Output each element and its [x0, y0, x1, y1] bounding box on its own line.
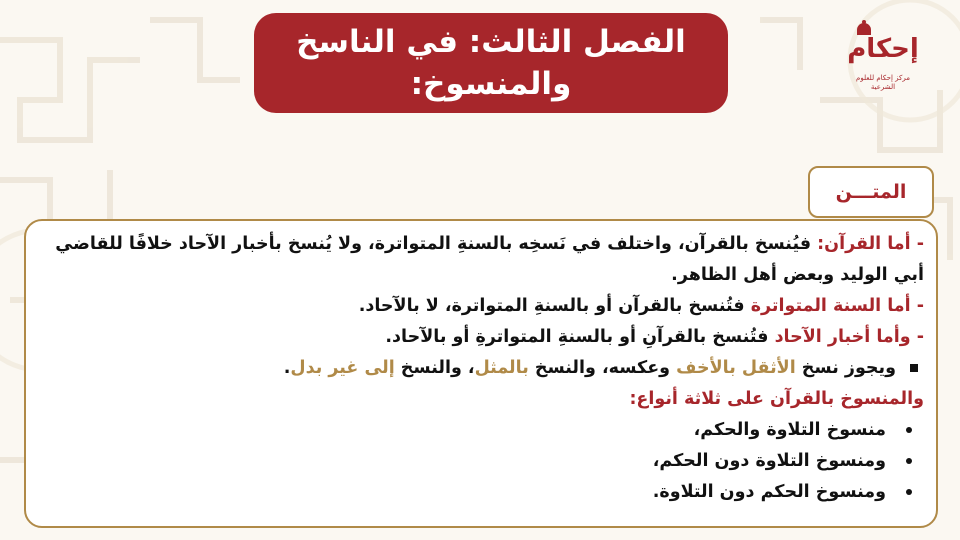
- paragraph-quran-text: فيُنسخ بالقرآن، واختلف في نَسخِه بالسنةِ المتواترة، ولا يُنسخ بأخبار الآحاد خلافًا للقاضي أبي الوليد وبعض أهل الظاهر.: [55, 234, 924, 285]
- dot-bullet-icon: [906, 489, 912, 495]
- paragraph-mutawatir-text: فتُنسخ بالقرآن أو بالسنةِ المتواترة، لا بالآحاد.: [358, 296, 751, 316]
- paragraph-ahad: [40, 322, 924, 353]
- ihkam-logo: [843, 20, 923, 96]
- naskh-text-1: ويجوز نسخ: [795, 358, 896, 378]
- naskh-highlight-3: إلى غير بدل: [290, 358, 395, 378]
- naskh-text-4: .: [283, 358, 291, 378]
- logo-subtitle: مركز إحكام للعلوم الشرعية: [856, 74, 910, 91]
- naskh-highlight-1: الأثقل بالأخف: [676, 358, 796, 378]
- paragraph-ahad-text: فتُنسخ بالقرآنِ أو بالسنةِ المتواترةِ أو بالآحاد.: [385, 327, 775, 347]
- paragraph-ahad-label: - وأما أخبار الآحاد: [774, 327, 924, 347]
- list-item-text: ومنسوخ الحكم دون التلاوة.: [652, 482, 886, 502]
- naskh-highlight-2: بالمثل: [474, 358, 529, 378]
- square-bullet-icon: [910, 364, 918, 372]
- dot-bullet-icon: [906, 427, 912, 433]
- list-item-text: منسوخ التلاوة والحكم،: [693, 420, 886, 440]
- logo-finial-icon: [862, 20, 866, 24]
- logo-name: إحكام: [847, 34, 919, 64]
- section-label: المتـــن: [835, 181, 907, 203]
- list-item-text: ومنسوخ التلاوة دون الحكم،: [652, 451, 886, 471]
- naskh-text-2: وعكسه، والنسخ: [528, 358, 677, 378]
- section-label-box: [808, 166, 934, 218]
- naskh-text-3: ، والنسخ: [394, 358, 475, 378]
- list-item: [40, 477, 924, 508]
- dot-bullet-icon: [906, 458, 912, 464]
- paragraph-naskh-types: [40, 353, 924, 384]
- paragraph-mutawatir: [40, 291, 924, 322]
- paragraph-quran-label: - أما القرآن:: [817, 234, 924, 254]
- paragraph-mutawatir-label: - أما السنة المتواترة: [750, 296, 924, 316]
- list-item: [40, 415, 924, 446]
- mansukh-heading: والمنسوخ بالقرآن على ثلاثة أنواع:: [629, 389, 924, 409]
- list-item: [40, 446, 924, 477]
- chapter-title: الفصل الثالث: في الناسخ والمنسوخ:: [296, 24, 686, 102]
- paragraph-quran: [40, 229, 924, 291]
- chapter-title-banner: [254, 13, 728, 113]
- text-content-box: [24, 219, 938, 528]
